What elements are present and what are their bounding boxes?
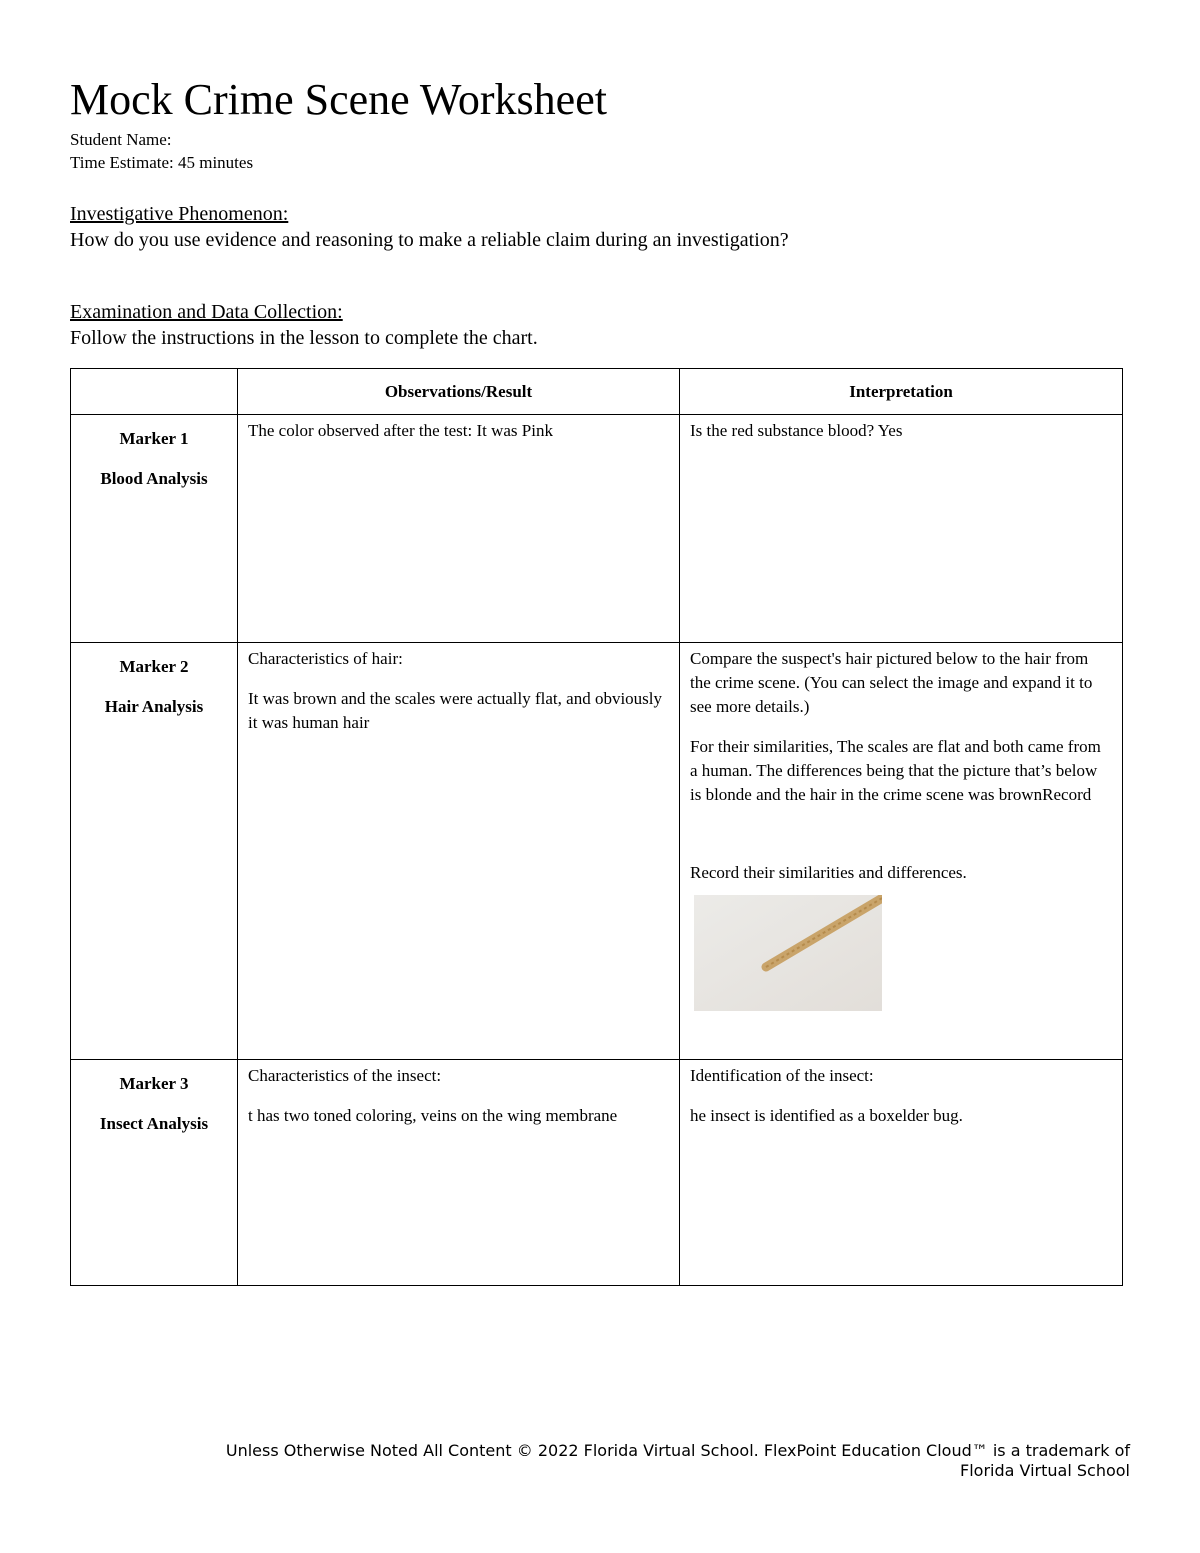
table-row-marker-3 (71, 1060, 1123, 1286)
marker-1-observation[interactable] (238, 415, 680, 643)
footer-line-2: Florida Virtual School (960, 1461, 1130, 1480)
marker-2-observation-text: It was brown and the scales were actually flat, and obviously it was human hair (248, 689, 663, 732)
investigative-heading: Investigative Phenomenon: (70, 203, 289, 225)
data-collection-table (70, 368, 1123, 1286)
marker-2-interpretation[interactable] (680, 643, 1123, 1060)
examination-instructions: Follow the instructions in the lesson to complete the chart. (70, 327, 538, 349)
marker-3-interpretation[interactable] (680, 1060, 1123, 1286)
marker-2-prompt: Compare the suspect's hair pictured below to the hair from the crime scene. (You can select the image and expand it to see more details.) (690, 649, 1093, 716)
marker-3-cell (71, 1060, 238, 1286)
copyright-footer (226, 1441, 1130, 1481)
suspect-hair-image[interactable] (694, 895, 882, 1011)
header-observations: Observations/Result (238, 369, 680, 415)
marker-1-label: Marker 1 (119, 429, 189, 448)
marker-2-observation-label: Characteristics of hair: (248, 649, 403, 668)
marker-3-observation-text: t has two toned coloring, veins on the wing membrane (248, 1106, 618, 1125)
investigative-question: How do you use evidence and reasoning to make a reliable claim during an investigation? (70, 229, 789, 251)
header-interpretation: Interpretation (680, 369, 1123, 415)
marker-2-answer: For their similarities, The scales are flat and both came from a human. The differences being that the picture that’s below is blonde and the hair in the crime scene was brownRecord (690, 737, 1101, 804)
examination-heading: Examination and Data Collection: (70, 301, 343, 323)
marker-3-interpretation-text: he insect is identified as a boxelder bug. (690, 1106, 963, 1125)
marker-1-observation-text: The color observed after the test: It was Pink (248, 421, 553, 440)
marker-3-observation[interactable] (238, 1060, 680, 1286)
marker-3-analysis: Insect Analysis (99, 1114, 209, 1133)
page-title: Mock Crime Scene Worksheet (70, 75, 607, 124)
marker-2-record-instruction: Record their similarities and differences. (690, 863, 967, 882)
marker-2-analysis: Hair Analysis (104, 697, 204, 716)
marker-3-observation-label: Characteristics of the insect: (248, 1066, 442, 1085)
time-estimate: Time Estimate: 45 minutes (70, 153, 254, 172)
marker-1-interpretation-text: Is the red substance blood? Yes (690, 421, 903, 440)
footer-line-1: Unless Otherwise Noted All Content © 2022 Florida Virtual School. FlexPoint Education Cloud™ is a trademark of (225, 1441, 1130, 1460)
student-name-label: Student Name: (70, 130, 172, 149)
hair-strand-icon (694, 895, 882, 1011)
table-row-marker-2 (71, 643, 1123, 1060)
marker-1-cell (71, 415, 238, 643)
table-header-row (71, 369, 1123, 415)
marker-1-interpretation[interactable] (680, 415, 1123, 643)
marker-3-label: Marker 3 (119, 1074, 189, 1093)
table-row-marker-1 (71, 415, 1123, 643)
marker-3-interpretation-label: Identification of the insect: (690, 1066, 874, 1085)
marker-2-label: Marker 2 (119, 657, 189, 676)
marker-2-observation[interactable] (238, 643, 680, 1060)
marker-2-cell (71, 643, 238, 1060)
marker-1-analysis: Blood Analysis (100, 469, 208, 488)
header-empty (71, 369, 238, 415)
